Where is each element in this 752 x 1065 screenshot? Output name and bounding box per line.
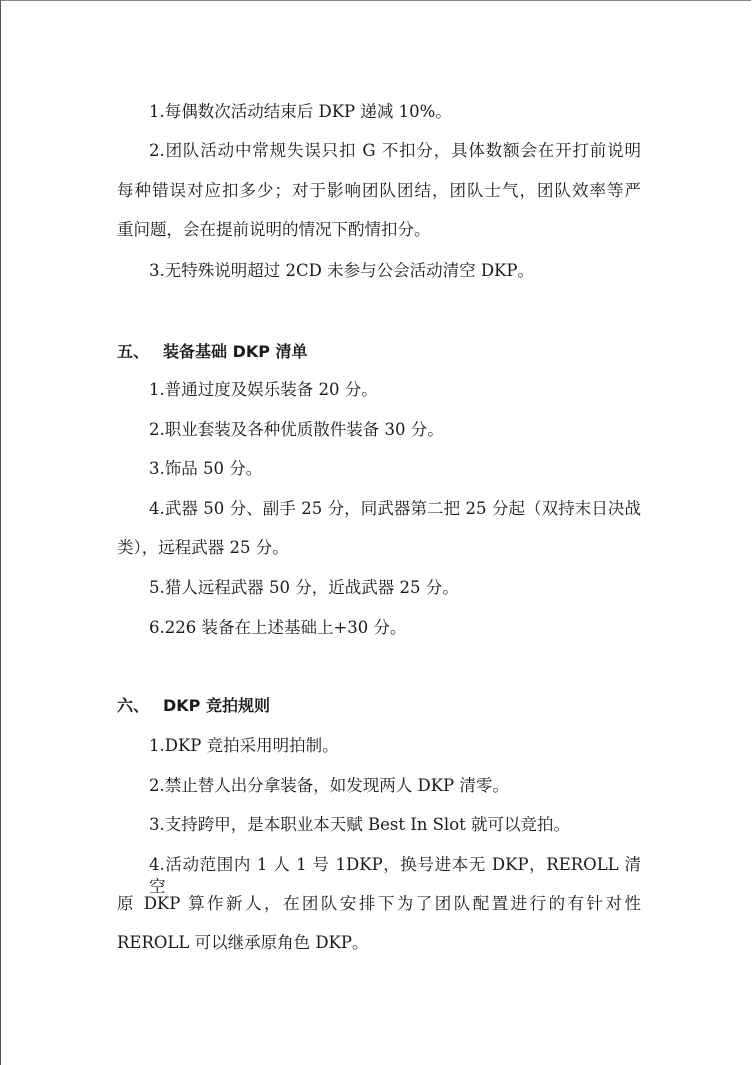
paragraph-line: 5.猎人远程武器 50 分，近战武器 25 分。 [149,578,459,597]
paragraph-line: 2.职业套装及各种优质散件装备 30 分。 [149,420,444,439]
section-heading-5 [117,341,641,363]
paragraph-line: 2.团队活动中常规失误只扣 G 不扣分，具体数额会在开打前说明 [149,141,641,160]
section-number: 六、 [117,696,150,715]
section-title: 装备基础 DKP 清单 [163,342,308,361]
paragraph-line: REROLL 可以继承原角色 DKP。 [117,933,369,952]
paragraph-line: 3.支持跨甲，是本职业本天赋 Best In Slot 就可以竞拍。 [149,815,570,834]
paragraph-line: 6.226 装备在上述基础上+30 分。 [149,618,407,637]
paragraph-line: 原 DKP 算作新人，在团队安排下为了团队配置进行的有针对性 [117,894,641,913]
paragraph-line: 3.饰品 50 分。 [149,459,263,478]
paragraph-line: 1.每偶数次活动结束后 DKP 递减 10%。 [149,102,452,121]
paragraph-line: 4.活动范围内 1 人 1 号 1DKP，换号进本无 DKP，REROLL 清空 [149,855,641,896]
paragraph-line: 每种错误对应扣多少；对于影响团队团结，团队士气，团队效率等严 [117,181,641,200]
paragraph-line: 4.武器 50 分、副手 25 分，同武器第二把 25 分起（双持末日决战 [149,499,641,518]
paragraph-line: 1.普通过度及娱乐装备 20 分。 [149,380,378,399]
section-title: DKP 竞拍规则 [163,696,270,715]
paragraph-line: 类），远程武器 25 分。 [117,538,289,557]
section-number: 五、 [117,342,150,361]
paragraph-line: 1.DKP 竞拍采用明拍制。 [149,736,339,755]
paragraph-line: 重问题，会在提前说明的情况下酌情扣分。 [117,220,431,239]
section-heading-6 [117,695,641,717]
paragraph-line: 2.禁止替人出分拿装备，如发现两人 DKP 清零。 [149,776,509,795]
paragraph-line: 3.无特殊说明超过 2CD 未参与公会活动清空 DKP。 [149,261,534,280]
